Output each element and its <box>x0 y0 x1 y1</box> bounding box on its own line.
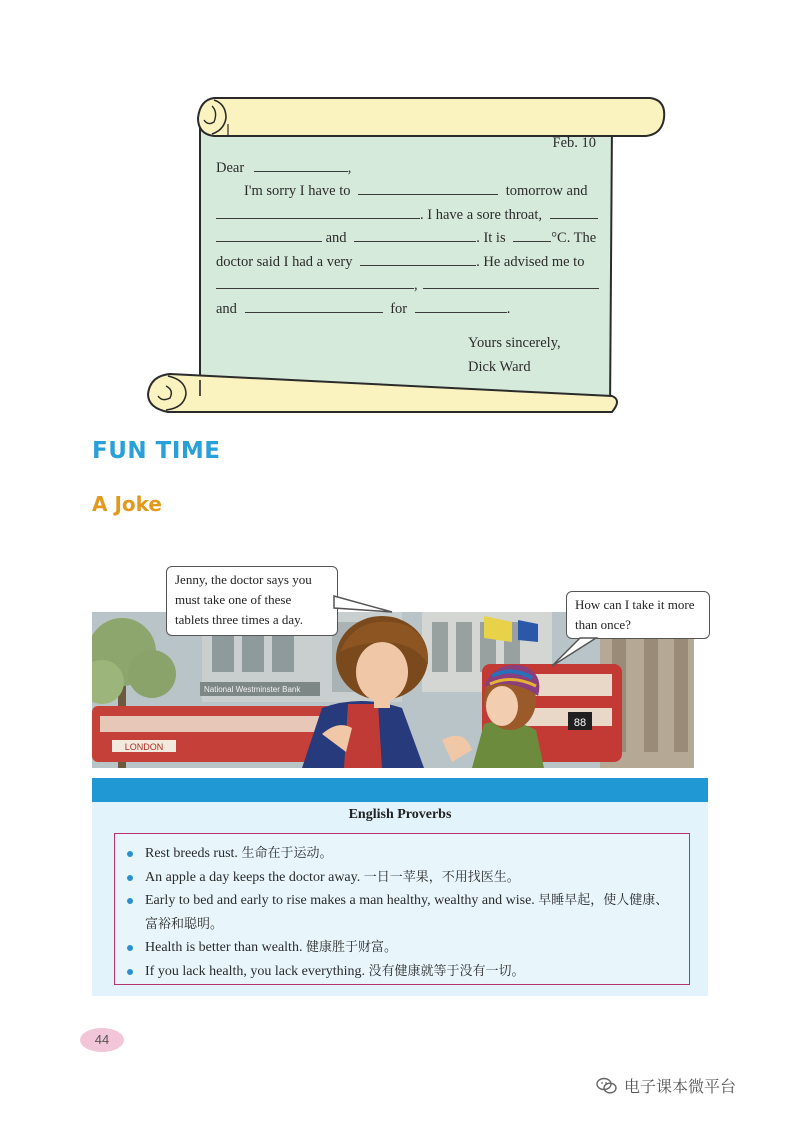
bus-number: 88 <box>573 717 587 729</box>
proverb-item: An apple a day keeps the doctor away. 一日一苹果，不用找医生。 <box>125 866 679 890</box>
proverb-item: Health is better than wealth. 健康胜于财富。 <box>125 936 679 960</box>
blank-illness[interactable] <box>360 250 476 266</box>
blank-symptom-2[interactable] <box>216 226 322 242</box>
speech-line: How can I take it more <box>575 597 695 612</box>
speech-line: must take one of these <box>175 592 292 607</box>
proverbs-title: English Proverbs <box>348 807 452 822</box>
fun-time-heading: FUN TIME <box>92 438 221 464</box>
letter-line-1: Dear , <box>216 156 602 180</box>
proverbs-list <box>115 834 689 983</box>
bus-sign-bank: National Westminster Bank <box>204 685 301 694</box>
letter-closing: Yours sincerely, <box>468 335 561 351</box>
letter-date: Feb. 10 <box>552 135 596 151</box>
watermark-text: 电子课本微平台 <box>624 1077 737 1096</box>
blank-symptom-1[interactable] <box>550 203 598 219</box>
letter-signature: Dick Ward <box>468 358 531 375</box>
speech-line: Jenny, the doctor says you <box>175 572 312 587</box>
blank-temperature[interactable] <box>513 226 551 242</box>
letter-line-7: and for . <box>216 297 602 321</box>
letter-line-5: doctor said I had a very . He advised me to <box>216 250 602 274</box>
blank-duration[interactable] <box>415 297 507 313</box>
watermark <box>596 1074 736 1097</box>
blank-symptom-3[interactable] <box>354 226 476 242</box>
joke-heading: A Joke <box>92 492 162 516</box>
letter-line-4: and . It is °C. The <box>216 226 602 250</box>
speech-line: tablets three times a day. <box>175 612 304 627</box>
proverbs-header-bar <box>92 778 708 802</box>
speech-line: than once? <box>575 617 631 632</box>
blank-day[interactable] <box>216 203 420 219</box>
proverb-item: If you lack health, you lack everything. 没有健康就等于没有一切。 <box>125 960 679 984</box>
proverb-item: Early to bed and early to rise makes a man healthy, wealthy and wise. 早睡早起，使人健康、富裕和聪明。 <box>125 889 679 936</box>
page-number: 44 <box>80 1028 124 1052</box>
blank-advice-1[interactable] <box>216 273 414 289</box>
proverb-item: Rest breeds rust. 生命在于运动。 <box>125 842 679 866</box>
letter-line-3: . I have a sore throat, <box>216 203 602 227</box>
blank-advice-3[interactable] <box>245 297 383 313</box>
blank-absence[interactable] <box>358 179 498 195</box>
wechat-icon <box>596 1077 618 1095</box>
letter-line-2: I'm sorry I have to tomorrow and <box>216 179 602 203</box>
proverbs-box <box>114 833 690 985</box>
dear-label: Dear <box>216 159 245 176</box>
blank-advice-2[interactable] <box>423 273 599 289</box>
letter-body <box>216 132 602 379</box>
speech-bubble-doctor <box>166 566 338 636</box>
speech-bubble-girl <box>566 591 710 639</box>
letter-line-6: , <box>216 273 602 297</box>
bus-sign-london: LONDON <box>124 742 164 752</box>
blank-recipient[interactable] <box>254 156 348 172</box>
